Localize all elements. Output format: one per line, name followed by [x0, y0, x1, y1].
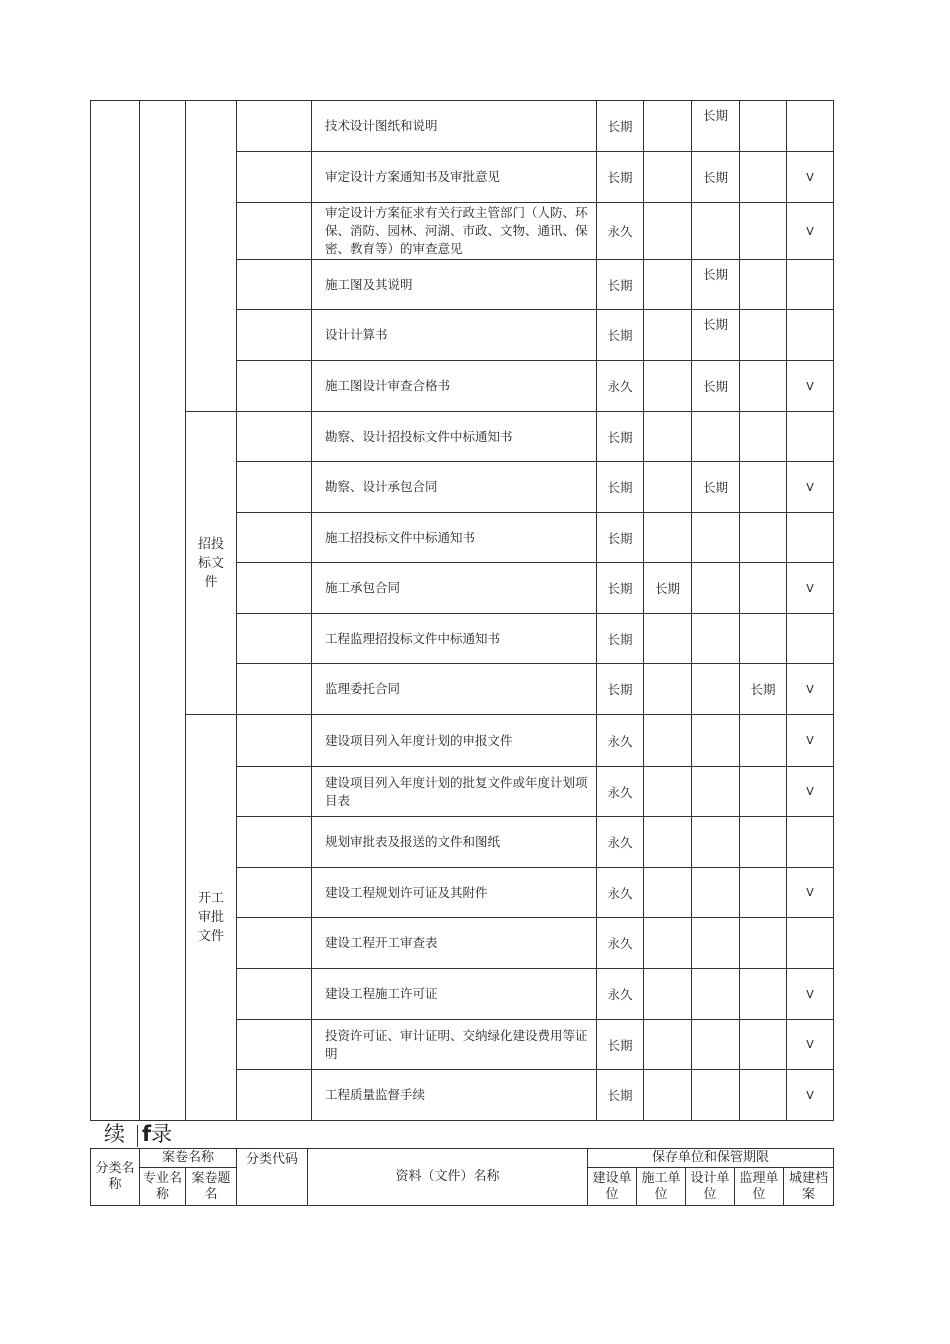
document-name: 建设工程规划许可证及其附件 [312, 868, 597, 918]
header-unit-construction: 建设单位 [588, 1168, 637, 1206]
document-name: 勘察、设计承包合同 [312, 462, 597, 513]
retention-c2 [644, 152, 692, 203]
continuation-title: 续 f录 [104, 1122, 173, 1146]
group-start-approval: 开工审批文件 [186, 715, 237, 1121]
category-code-cell [237, 203, 312, 260]
retention-c3: 长期 [692, 361, 740, 412]
header-category-code: 分类代码 [237, 1149, 308, 1206]
archive-mark: V [787, 361, 834, 412]
archive-mark: V [787, 969, 834, 1020]
document-name: 规划审批表及报送的文件和图纸 [312, 817, 597, 868]
header-document-name: 资料（文件）名称 [308, 1149, 588, 1206]
retention-c3 [692, 1070, 740, 1121]
retention-c1: 长期 [597, 260, 644, 310]
retention-c2 [644, 513, 692, 563]
document-name: 审定设计方案征求有关行政主管部门（人防、环保、消防、园林、河湖、市政、文物、通讯、保密、教育等）的审查意见 [312, 203, 597, 260]
document-name: 施工招投标文件中标通知书 [312, 513, 597, 563]
retention-c1: 永久 [597, 715, 644, 767]
volume-title-cell [186, 101, 237, 412]
retention-c3: 长期 [692, 462, 740, 513]
archive-mark: V [787, 664, 834, 715]
archive-mark [787, 310, 834, 361]
records-table [90, 100, 834, 1121]
retention-c4 [740, 868, 787, 918]
retention-c1: 永久 [597, 203, 644, 260]
retention-c1: 长期 [597, 412, 644, 462]
divider [137, 1125, 138, 1147]
archive-mark [787, 412, 834, 462]
retention-c2 [644, 260, 692, 310]
retention-c1: 永久 [597, 868, 644, 918]
retention-c4 [740, 715, 787, 767]
category-code-cell [237, 969, 312, 1020]
retention-c1: 永久 [597, 969, 644, 1020]
document-name: 工程质量监督手续 [312, 1070, 597, 1121]
retention-c1: 长期 [597, 310, 644, 361]
continuation-header-table [90, 1148, 834, 1206]
document-name: 建设项目列入年度计划的申报文件 [312, 715, 597, 767]
retention-c2 [644, 614, 692, 664]
retention-c3 [692, 969, 740, 1020]
document-name: 勘察、设计招投标文件中标通知书 [312, 412, 597, 462]
specialty-name-cell [140, 101, 186, 1121]
retention-c1: 永久 [597, 767, 644, 817]
retention-c2 [644, 203, 692, 260]
document-name: 工程监理招投标文件中标通知书 [312, 614, 597, 664]
retention-c2 [644, 462, 692, 513]
archive-mark [787, 614, 834, 664]
retention-c2 [644, 969, 692, 1020]
retention-c4 [740, 361, 787, 412]
retention-c3 [692, 513, 740, 563]
retention-c4 [740, 969, 787, 1020]
category-code-cell [237, 152, 312, 203]
retention-c4 [740, 918, 787, 969]
archive-mark: V [787, 715, 834, 767]
retention-c2 [644, 361, 692, 412]
retention-c2 [644, 918, 692, 969]
retention-c2 [644, 767, 692, 817]
retention-c2 [644, 664, 692, 715]
category-code-cell [237, 563, 312, 614]
retention-c1: 长期 [597, 462, 644, 513]
archive-mark: V [787, 462, 834, 513]
category-code-cell [237, 1070, 312, 1121]
archive-mark: V [787, 1070, 834, 1121]
retention-c2: 长期 [644, 563, 692, 614]
retention-c3 [692, 767, 740, 817]
category-code-cell [237, 462, 312, 513]
category-code-cell [237, 664, 312, 715]
archive-mark [787, 260, 834, 310]
retention-c4 [740, 310, 787, 361]
retention-c4 [740, 1070, 787, 1121]
retention-c4 [740, 152, 787, 203]
archive-mark: V [787, 868, 834, 918]
retention-c4: 长期 [740, 664, 787, 715]
retention-c4 [740, 513, 787, 563]
archive-mark [787, 817, 834, 868]
retention-c1: 永久 [597, 918, 644, 969]
retention-c4 [740, 101, 787, 152]
header-volume-title: 案卷题名 [186, 1168, 237, 1206]
category-code-cell [237, 513, 312, 563]
category-code-cell [237, 767, 312, 817]
retention-c2 [644, 715, 692, 767]
retention-c2 [644, 1070, 692, 1121]
retention-c3: 长期 [692, 310, 740, 361]
retention-c3 [692, 817, 740, 868]
retention-c3 [692, 918, 740, 969]
retention-c1: 长期 [597, 563, 644, 614]
retention-c4 [740, 563, 787, 614]
retention-c1: 长期 [597, 513, 644, 563]
retention-c3 [692, 412, 740, 462]
retention-c2 [644, 412, 692, 462]
document-name: 施工图设计审查合格书 [312, 361, 597, 412]
retention-c3 [692, 563, 740, 614]
retention-c3: 长期 [692, 260, 740, 310]
retention-c3 [692, 868, 740, 918]
document-name: 施工承包合同 [312, 563, 597, 614]
retention-c4 [740, 260, 787, 310]
retention-c3: 长期 [692, 101, 740, 152]
retention-c4 [740, 1020, 787, 1070]
retention-c3 [692, 715, 740, 767]
category-code-cell [237, 715, 312, 767]
table-row [91, 101, 834, 152]
archive-mark [787, 101, 834, 152]
archive-mark: V [787, 1020, 834, 1070]
retention-c1: 长期 [597, 614, 644, 664]
header-unit-supervision: 监理单位 [735, 1168, 784, 1206]
document-name: 审定设计方案通知书及审批意见 [312, 152, 597, 203]
document-name: 设计计算书 [312, 310, 597, 361]
retention-c2 [644, 868, 692, 918]
archive-mark: V [787, 152, 834, 203]
category-code-cell [237, 918, 312, 969]
document-name: 施工图及其说明 [312, 260, 597, 310]
category-code-cell [237, 817, 312, 868]
retention-c1: 长期 [597, 664, 644, 715]
retention-c1: 长期 [597, 101, 644, 152]
category-code-cell [237, 1020, 312, 1070]
archive-mark: V [787, 767, 834, 817]
table-row [91, 715, 834, 767]
header-volume-name: 案卷名称 [140, 1149, 237, 1168]
retention-c2 [644, 817, 692, 868]
archive-mark: V [787, 563, 834, 614]
category-code-cell [237, 101, 312, 152]
retention-c1: 永久 [597, 361, 644, 412]
retention-c4 [740, 203, 787, 260]
retention-c3 [692, 664, 740, 715]
retention-c2 [644, 1020, 692, 1070]
document-name: 投资许可证、审计证明、交纳绿化建设费用等证明 [312, 1020, 597, 1070]
retention-c1: 永久 [597, 817, 644, 868]
retention-c1: 长期 [597, 152, 644, 203]
category-code-cell [237, 361, 312, 412]
table-row [91, 412, 834, 462]
document-name: 建设工程开工审查表 [312, 918, 597, 969]
retention-c3 [692, 614, 740, 664]
document-name: 建设工程施工许可证 [312, 969, 597, 1020]
retention-c3 [692, 203, 740, 260]
category-code-cell [237, 310, 312, 361]
header-unit-contractor: 施工单位 [637, 1168, 686, 1206]
category-code-cell [237, 868, 312, 918]
archive-mark [787, 918, 834, 969]
retention-c1: 长期 [597, 1020, 644, 1070]
category-code-cell [237, 412, 312, 462]
document-name: 建设项目列入年度计划的批复文件或年度计划项目表 [312, 767, 597, 817]
header-storage: 保存单位和保管期限 [588, 1149, 834, 1168]
retention-c3: 长期 [692, 152, 740, 203]
retention-c4 [740, 767, 787, 817]
archive-mark: V [787, 203, 834, 260]
header-unit-design: 设计单位 [686, 1168, 735, 1206]
retention-c4 [740, 462, 787, 513]
retention-c1: 长期 [597, 1070, 644, 1121]
category-name-cell [91, 101, 140, 1121]
header-unit-archive: 城建档案 [784, 1168, 834, 1206]
category-code-cell [237, 614, 312, 664]
retention-c4 [740, 817, 787, 868]
retention-c4 [740, 614, 787, 664]
retention-c2 [644, 101, 692, 152]
retention-c2 [644, 310, 692, 361]
header-category-name: 分类名称 [91, 1149, 140, 1206]
document-name: 监理委托合同 [312, 664, 597, 715]
document-name: 技术设计图纸和说明 [312, 101, 597, 152]
group-bidding: 招投标文件 [186, 412, 237, 715]
retention-c4 [740, 412, 787, 462]
retention-c3 [692, 1020, 740, 1070]
header-specialty-name: 专业名称 [140, 1168, 186, 1206]
category-code-cell [237, 260, 312, 310]
archive-mark [787, 513, 834, 563]
